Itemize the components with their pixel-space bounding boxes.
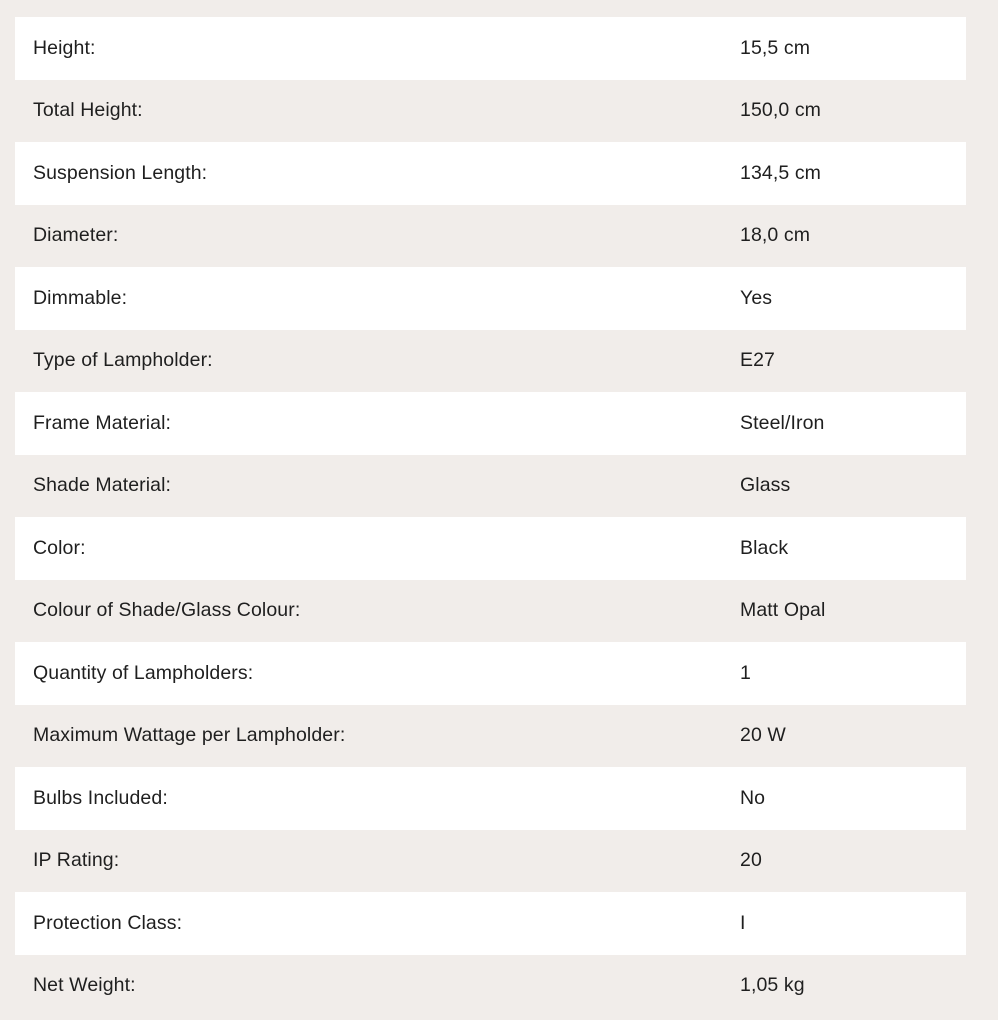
spec-label: Color: [33,536,86,559]
spec-value: Black [740,536,789,559]
spec-row-height [15,17,966,80]
spec-label: Shade Material: [33,474,172,497]
spec-value: I [740,911,746,934]
spec-value: 18,0 cm [740,224,811,247]
spec-value: 15,5 cm [740,36,811,59]
spec-label: Total Height: [33,99,143,122]
spec-label: Bulbs Included: [33,786,168,809]
spec-label: Height: [33,36,96,59]
spec-label: Diameter: [33,224,119,247]
spec-label: Colour of Shade/Glass Colour: [33,599,301,622]
spec-row-lampholder-quantity [15,642,966,705]
spec-value: No [740,786,766,809]
spec-value: 134,5 cm [740,161,822,184]
spec-value: 20 [740,849,762,872]
spec-value: 150,0 cm [740,99,822,122]
spec-label: Protection Class: [33,911,183,934]
spec-label: Dimmable: [33,286,128,309]
spec-row-total-height [15,80,966,143]
spec-row-diameter [15,205,966,268]
spec-value: E27 [740,349,775,372]
spec-row-lampholder-type [15,330,966,393]
spec-row-max-wattage [15,705,966,768]
spec-value: Glass [740,474,791,497]
spec-label: Frame Material: [33,411,172,434]
spec-value: 20 W [740,724,786,747]
spec-row-protection-class [15,892,966,955]
spec-label: Maximum Wattage per Lampholder: [33,724,346,747]
spec-row-shade-colour [15,580,966,643]
spec-row-color [15,517,966,580]
spec-row-ip-rating [15,830,966,893]
spec-row-dimmable [15,267,966,330]
spec-label: Type of Lampholder: [33,349,213,372]
spec-label: Net Weight: [33,974,136,997]
spec-value: 1,05 kg [740,974,805,997]
spec-row-frame-material [15,392,966,455]
spec-row-bulbs-included [15,767,966,830]
spec-row-suspension-length [15,142,966,205]
spec-row-shade-material [15,455,966,518]
spec-value: Matt Opal [740,599,826,622]
spec-value: Yes [740,286,773,309]
spec-label: Suspension Length: [33,161,208,184]
spec-value: 1 [740,661,751,684]
spec-table [15,17,966,1017]
spec-value: Steel/Iron [740,411,825,434]
spec-row-net-weight [15,955,966,1018]
spec-label: IP Rating: [33,849,120,872]
spec-label: Quantity of Lampholders: [33,661,254,684]
